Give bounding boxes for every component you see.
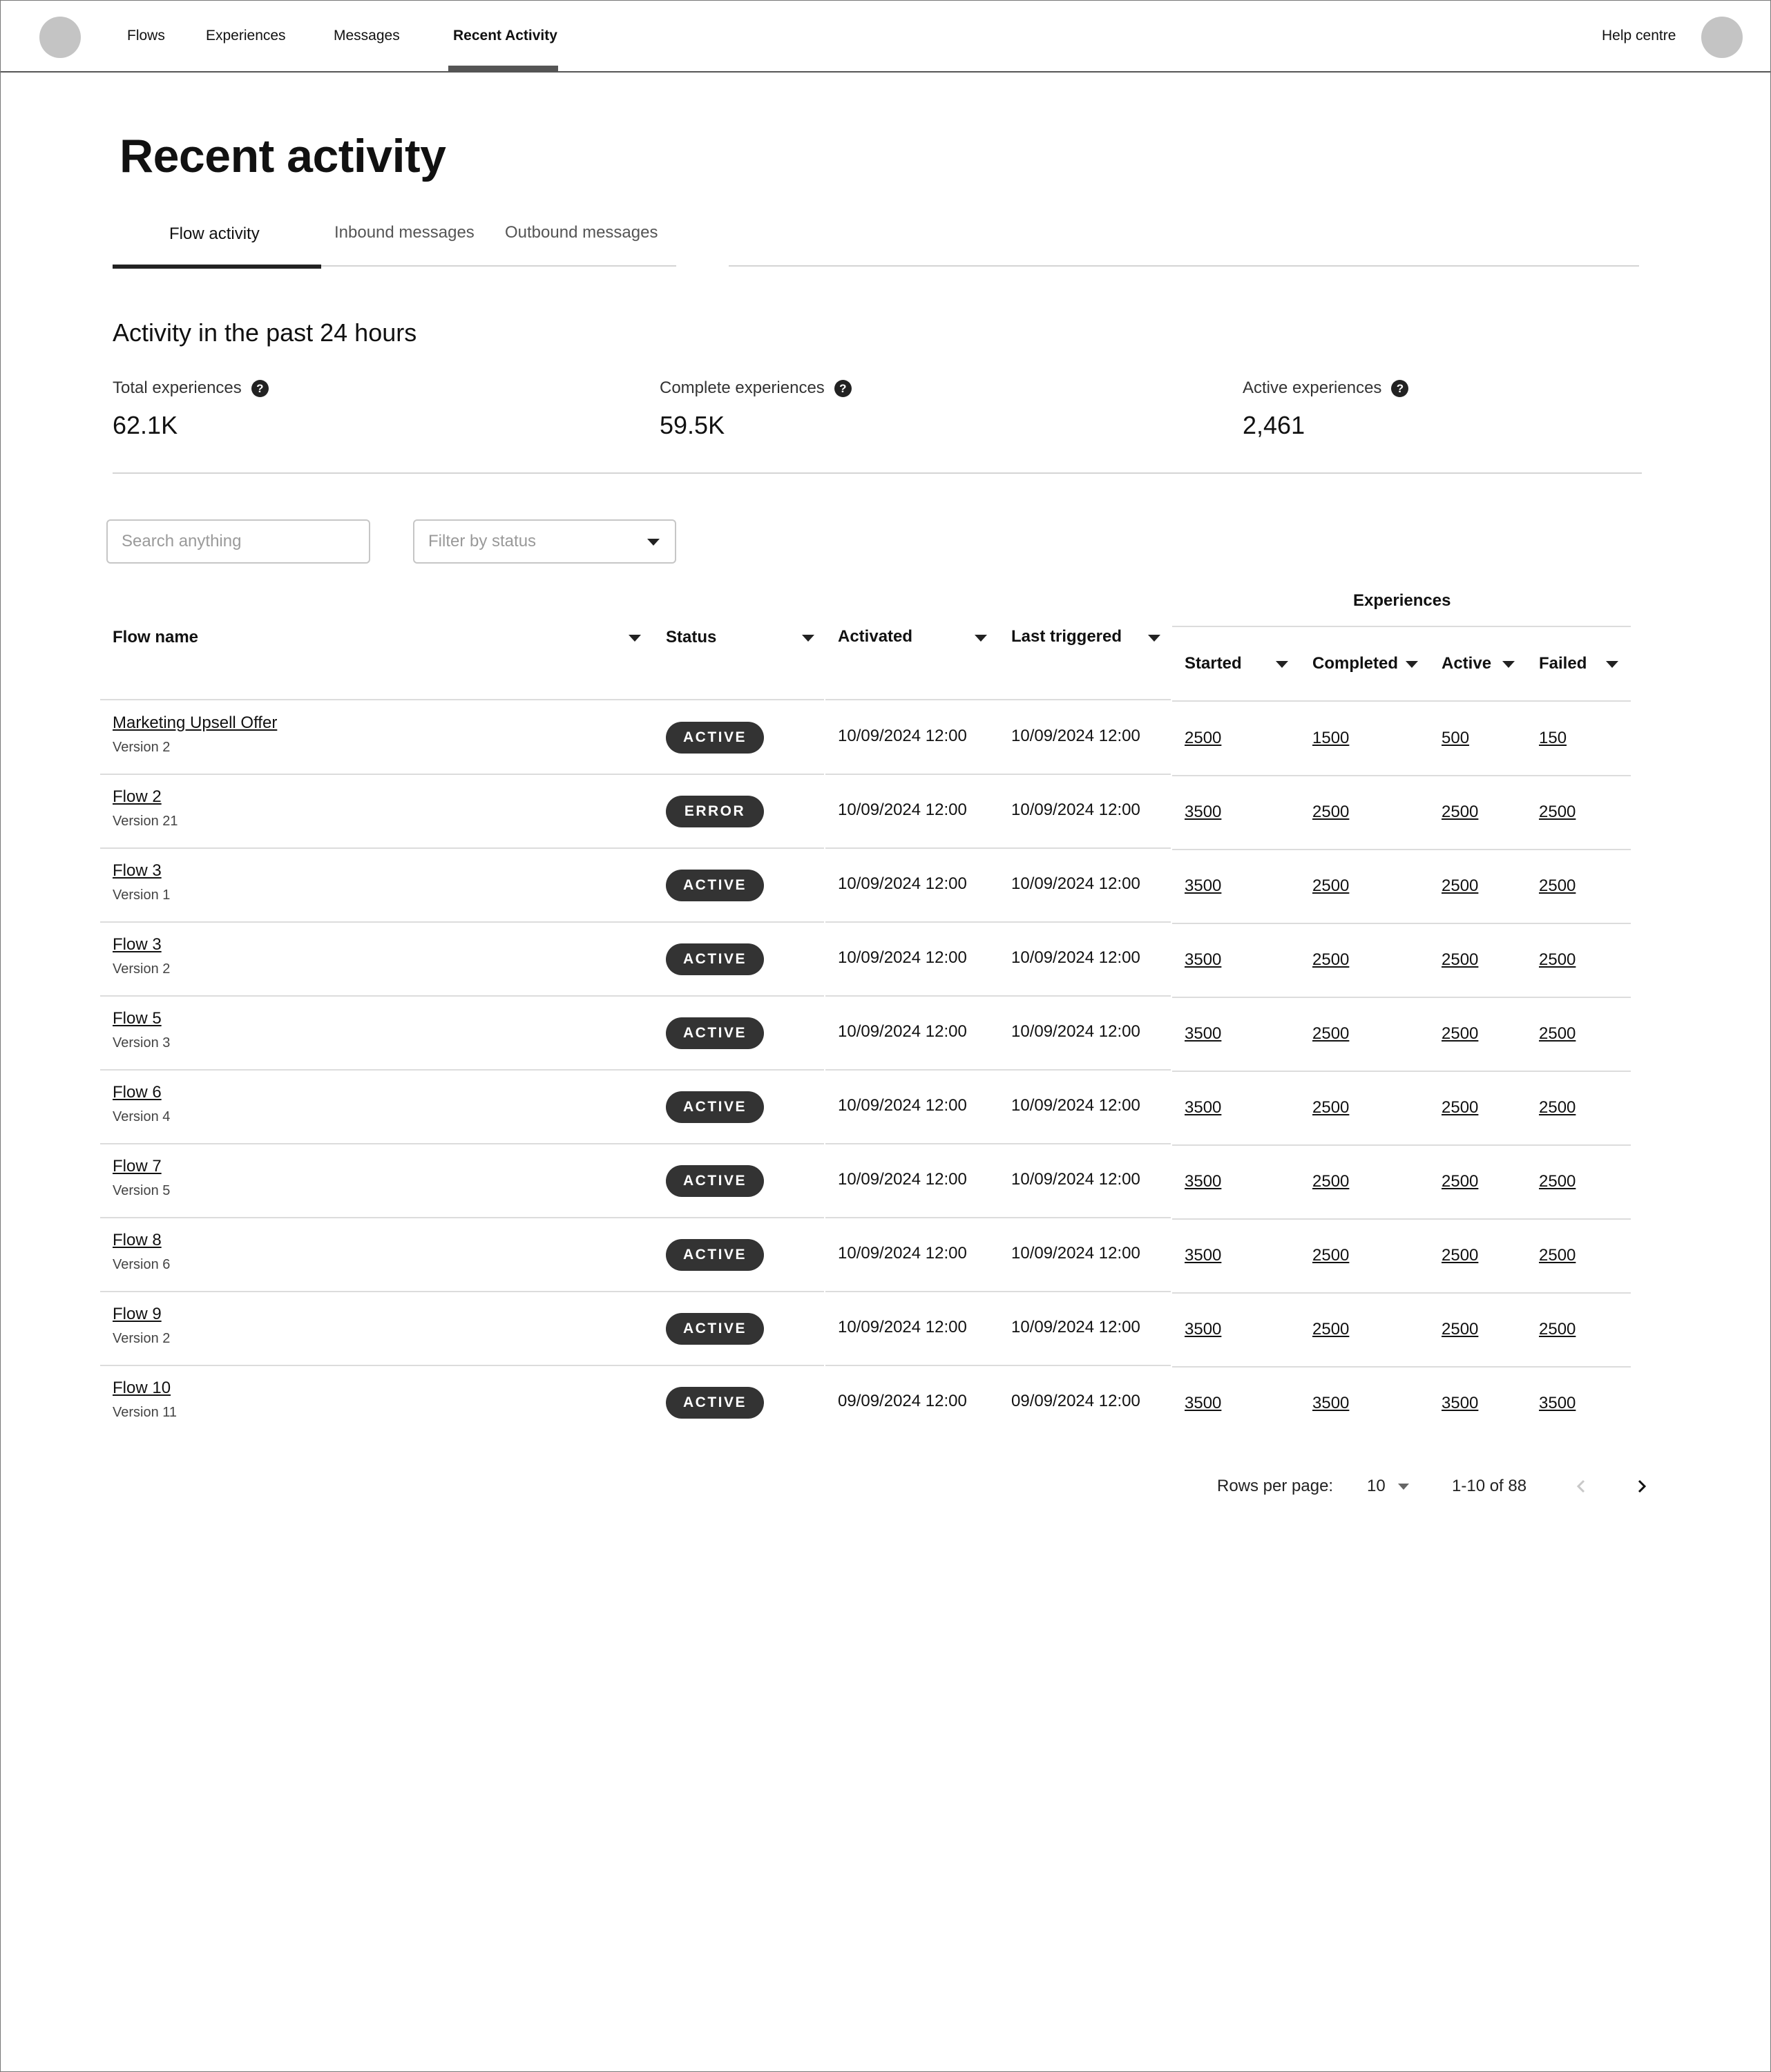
- flow-name-link[interactable]: Flow 3: [113, 861, 162, 880]
- header-divider: [1172, 700, 1631, 702]
- last-triggered-date: 10/09/2024 12:00: [1011, 727, 1140, 745]
- row-divider: [825, 1143, 1171, 1144]
- status-badge: ACTIVE: [666, 1017, 764, 1049]
- flow-version: Version 1: [113, 888, 171, 903]
- active-count-link[interactable]: 2500: [1442, 876, 1479, 895]
- row-divider: [1172, 1292, 1631, 1294]
- sort-caret-icon[interactable]: [1148, 635, 1160, 642]
- col-header-failed[interactable]: Failed: [1539, 654, 1587, 673]
- col-header-started[interactable]: Started: [1185, 654, 1242, 673]
- completed-count-link[interactable]: 2500: [1312, 1024, 1350, 1043]
- flow-name-link[interactable]: Flow 3: [113, 935, 162, 954]
- status-badge: ACTIVE: [666, 1239, 764, 1271]
- completed-count-link[interactable]: 2500: [1312, 1172, 1350, 1191]
- flow-name-link[interactable]: Flow 8: [113, 1231, 162, 1249]
- row-divider: [1172, 849, 1631, 850]
- status-filter-placeholder: Filter by status: [428, 532, 537, 550]
- failed-count-link[interactable]: 2500: [1539, 1024, 1576, 1043]
- help-icon[interactable]: ?: [1391, 380, 1408, 397]
- flow-name-link[interactable]: Flow 6: [113, 1083, 162, 1102]
- stats-divider: [113, 472, 1642, 474]
- active-count-link[interactable]: 2500: [1442, 1098, 1479, 1117]
- col-group-header-experiences: Experiences: [1353, 591, 1451, 610]
- tab-inbound-messages[interactable]: Inbound messages: [334, 223, 475, 242]
- completed-count-link[interactable]: 2500: [1312, 950, 1350, 969]
- stat-label-active: [1243, 376, 1408, 400]
- activated-date: 10/09/2024 12:00: [838, 1244, 967, 1263]
- flow-name-link[interactable]: Flow 7: [113, 1157, 162, 1176]
- completed-count-link[interactable]: 3500: [1312, 1394, 1350, 1412]
- row-divider: [1172, 923, 1631, 924]
- started-count-link[interactable]: 3500: [1185, 876, 1222, 895]
- sort-caret-icon[interactable]: [1406, 661, 1418, 668]
- activated-date: 10/09/2024 12:00: [838, 1022, 967, 1041]
- row-divider: [100, 774, 824, 775]
- chevron-down-icon: [1398, 1484, 1409, 1490]
- status-badge: ACTIVE: [666, 1313, 764, 1345]
- row-divider: [100, 1291, 824, 1292]
- help-centre-link[interactable]: Help centre: [1602, 28, 1676, 44]
- col-header-last-triggered[interactable]: Last triggered: [1011, 627, 1122, 646]
- chevron-right-icon[interactable]: [1634, 1479, 1649, 1494]
- active-count-link[interactable]: 2500: [1442, 1320, 1479, 1339]
- activated-date: 09/09/2024 12:00: [838, 1392, 967, 1410]
- completed-count-link[interactable]: 2500: [1312, 803, 1350, 821]
- top-navigation: [1, 1, 1770, 73]
- stat-value-active: 2,461: [1243, 411, 1305, 439]
- last-triggered-date: 10/09/2024 12:00: [1011, 1022, 1140, 1041]
- nav-item-experiences[interactable]: Experiences: [206, 28, 286, 44]
- stat-value-total: 62.1K: [113, 411, 178, 439]
- row-divider: [825, 1217, 1171, 1218]
- status-badge: ACTIVE: [666, 870, 764, 901]
- flow-version: Version 2: [113, 1331, 171, 1346]
- row-divider: [100, 1143, 824, 1144]
- activated-date: 10/09/2024 12:00: [838, 1318, 967, 1336]
- sort-caret-icon[interactable]: [975, 635, 987, 642]
- flow-version: Version 2: [113, 740, 171, 755]
- started-count-link[interactable]: 3500: [1185, 1098, 1222, 1117]
- last-triggered-date: 10/09/2024 12:00: [1011, 1318, 1140, 1336]
- row-divider: [1172, 1071, 1631, 1072]
- failed-count-link[interactable]: 2500: [1539, 1320, 1576, 1339]
- row-divider: [1172, 997, 1631, 998]
- tab-active-indicator: [113, 265, 321, 269]
- row-divider: [1172, 1218, 1631, 1220]
- active-count-link[interactable]: 2500: [1442, 1246, 1479, 1265]
- last-triggered-date: 10/09/2024 12:00: [1011, 874, 1140, 893]
- tab-outbound-messages[interactable]: Outbound messages: [505, 223, 658, 242]
- status-badge: ACTIVE: [666, 1165, 764, 1197]
- started-count-link[interactable]: 3500: [1185, 1246, 1222, 1265]
- completed-count-link[interactable]: 1500: [1312, 729, 1350, 747]
- status-badge: ACTIVE: [666, 1387, 764, 1419]
- failed-count-link[interactable]: 2500: [1539, 803, 1576, 821]
- sort-caret-icon[interactable]: [1276, 661, 1288, 668]
- row-divider: [100, 1217, 824, 1218]
- nav-item-recent-activity[interactable]: Recent Activity: [453, 28, 557, 44]
- row-divider: [825, 847, 1171, 849]
- user-avatar[interactable]: [1701, 17, 1743, 58]
- failed-count-link[interactable]: 2500: [1539, 1172, 1576, 1191]
- row-divider: [100, 995, 824, 997]
- row-divider: [825, 1365, 1171, 1366]
- page-title: Recent activity: [119, 130, 446, 182]
- active-count-link[interactable]: 500: [1442, 729, 1470, 747]
- last-triggered-date: 10/09/2024 12:00: [1011, 1170, 1140, 1189]
- row-divider: [100, 1365, 824, 1366]
- completed-count-link[interactable]: 2500: [1312, 1246, 1350, 1265]
- activated-date: 10/09/2024 12:00: [838, 948, 967, 967]
- row-divider: [825, 995, 1171, 997]
- flow-name-link[interactable]: Marketing Upsell Offer: [113, 713, 278, 732]
- col-header-active[interactable]: Active: [1442, 654, 1492, 673]
- chevron-down-icon: [647, 539, 660, 546]
- activated-date: 10/09/2024 12:00: [838, 874, 967, 893]
- rows-per-page-select[interactable]: [1367, 1475, 1409, 1498]
- failed-count-link[interactable]: 2500: [1539, 1098, 1576, 1117]
- header-divider: [100, 699, 824, 700]
- flow-version: Version 4: [113, 1109, 171, 1124]
- flow-name-link[interactable]: Flow 9: [113, 1305, 162, 1323]
- failed-count-link[interactable]: 150: [1539, 729, 1567, 747]
- started-count-link[interactable]: 3500: [1185, 950, 1222, 969]
- rows-per-page-value: 10: [1367, 1477, 1386, 1495]
- status-badge: ACTIVE: [666, 1091, 764, 1123]
- activated-date: 10/09/2024 12:00: [838, 1170, 967, 1189]
- active-count-link[interactable]: 2500: [1442, 803, 1479, 821]
- nav-item-flows[interactable]: Flows: [127, 28, 165, 44]
- tabs-divider-right: [729, 265, 1639, 267]
- active-count-link[interactable]: 2500: [1442, 1172, 1479, 1191]
- stat-label-text: Total experiences: [113, 378, 242, 397]
- started-count-link[interactable]: 3500: [1185, 1320, 1222, 1339]
- pagination-range: 1-10 of 88: [1452, 1477, 1527, 1495]
- activated-date: 10/09/2024 12:00: [838, 800, 967, 819]
- last-triggered-date: 10/09/2024 12:00: [1011, 1244, 1140, 1263]
- group-header-divider: [1172, 626, 1631, 627]
- flow-version: Version 6: [113, 1257, 171, 1272]
- row-divider: [100, 921, 824, 923]
- failed-count-link[interactable]: 2500: [1539, 876, 1576, 895]
- col-header-completed[interactable]: Completed: [1312, 654, 1399, 673]
- row-divider: [825, 1291, 1171, 1292]
- started-count-link[interactable]: 3500: [1185, 1172, 1222, 1191]
- chevron-left-icon[interactable]: [1574, 1479, 1589, 1494]
- flow-version: Version 21: [113, 814, 178, 829]
- flow-version: Version 3: [113, 1035, 171, 1051]
- activated-date: 10/09/2024 12:00: [838, 1096, 967, 1115]
- flow-version: Version 2: [113, 961, 171, 977]
- started-count-link[interactable]: 3500: [1185, 1024, 1222, 1043]
- stat-label-text: Active experiences: [1243, 378, 1382, 397]
- failed-count-link[interactable]: 2500: [1539, 1246, 1576, 1265]
- col-header-activated[interactable]: Activated: [838, 627, 913, 646]
- completed-count-link[interactable]: 2500: [1312, 1320, 1350, 1339]
- started-count-link[interactable]: 3500: [1185, 803, 1222, 821]
- help-icon[interactable]: ?: [251, 380, 269, 397]
- activated-date: 10/09/2024 12:00: [838, 727, 967, 745]
- status-badge: ACTIVE: [666, 722, 764, 754]
- nav-active-indicator: [448, 66, 558, 72]
- search-input[interactable]: [106, 519, 370, 564]
- active-count-link[interactable]: 2500: [1442, 1024, 1479, 1043]
- failed-count-link[interactable]: 2500: [1539, 950, 1576, 969]
- section-heading: Activity in the past 24 hours: [113, 318, 417, 347]
- row-divider: [1172, 1366, 1631, 1368]
- logo-avatar[interactable]: [39, 17, 81, 58]
- started-count-link[interactable]: 2500: [1185, 729, 1222, 747]
- flow-name-link[interactable]: Flow 5: [113, 1009, 162, 1028]
- last-triggered-date: 10/09/2024 12:00: [1011, 800, 1140, 819]
- help-icon[interactable]: ?: [834, 380, 852, 397]
- sort-caret-icon[interactable]: [629, 635, 641, 642]
- status-filter-select[interactable]: [413, 519, 676, 564]
- rows-per-page-label: Rows per page:: [1217, 1477, 1334, 1495]
- status-badge: ACTIVE: [666, 943, 764, 975]
- col-header-flow-name[interactable]: Flow name: [113, 628, 199, 646]
- col-header-status[interactable]: Status: [666, 628, 717, 646]
- stat-value-complete: 59.5K: [660, 411, 725, 439]
- row-divider: [100, 847, 824, 849]
- flow-version: Version 5: [113, 1183, 171, 1198]
- active-count-link[interactable]: 2500: [1442, 950, 1479, 969]
- last-triggered-date: 09/09/2024 12:00: [1011, 1392, 1140, 1410]
- flow-name-link[interactable]: Flow 2: [113, 787, 162, 806]
- started-count-link[interactable]: 3500: [1185, 1394, 1222, 1412]
- sort-caret-icon[interactable]: [802, 635, 814, 642]
- sort-caret-icon[interactable]: [1606, 661, 1618, 668]
- last-triggered-date: 10/09/2024 12:00: [1011, 1096, 1140, 1115]
- stat-label-text: Complete experiences: [660, 378, 825, 397]
- row-divider: [100, 1069, 824, 1071]
- row-divider: [825, 921, 1171, 923]
- row-divider: [825, 1069, 1171, 1071]
- last-triggered-date: 10/09/2024 12:00: [1011, 948, 1140, 967]
- failed-count-link[interactable]: 3500: [1539, 1394, 1576, 1412]
- stat-label-complete: [660, 376, 852, 400]
- row-divider: [1172, 775, 1631, 776]
- completed-count-link[interactable]: 2500: [1312, 876, 1350, 895]
- active-count-link[interactable]: 3500: [1442, 1394, 1479, 1412]
- stat-label-total: [113, 376, 269, 400]
- tab-flow-activity[interactable]: Flow activity: [169, 224, 260, 243]
- flow-name-link[interactable]: Flow 10: [113, 1379, 171, 1397]
- nav-item-messages[interactable]: Messages: [334, 28, 400, 44]
- header-divider: [825, 699, 1171, 700]
- row-divider: [825, 774, 1171, 775]
- sort-caret-icon[interactable]: [1502, 661, 1515, 668]
- flow-version: Version 11: [113, 1405, 178, 1420]
- row-divider: [1172, 1144, 1631, 1146]
- status-badge: ERROR: [666, 796, 764, 827]
- completed-count-link[interactable]: 2500: [1312, 1098, 1350, 1117]
